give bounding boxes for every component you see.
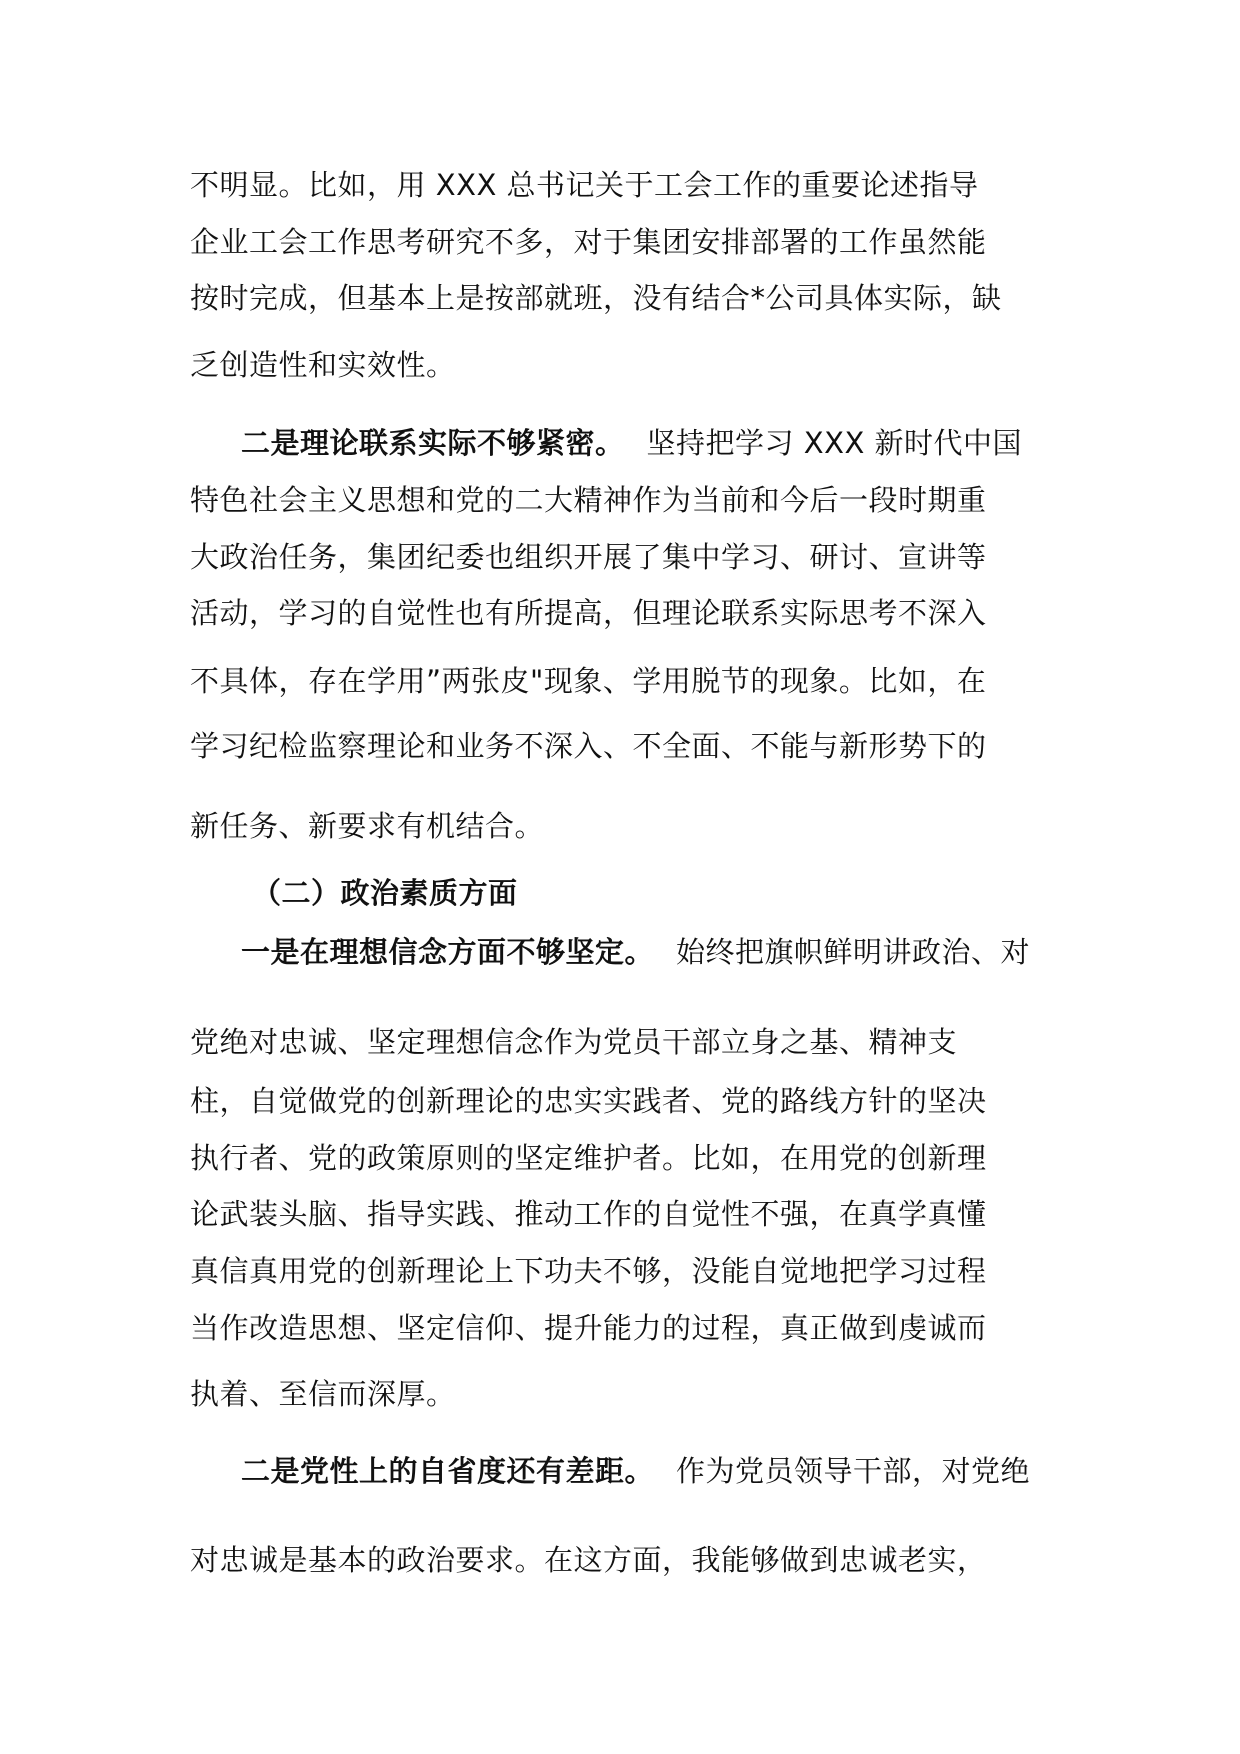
- paragraph-heading-line: [241, 423, 1022, 463]
- bold-lead: 二是党性上的自省度还有差距。: [241, 1454, 655, 1488]
- body-line: 新任务、新要求有机结合。: [190, 809, 545, 843]
- body-line: 企业工会工作思考研究不多，对于集团安排部署的工作虽然能: [190, 225, 987, 259]
- body-line: 柱，自觉做党的创新理论的忠实实践者、党的路线方针的坚决: [190, 1084, 987, 1118]
- bold-lead: 一是在理想信念方面不够坚定。: [241, 935, 655, 969]
- body-text: 始终把旗帜鲜明讲政治、对: [676, 935, 1031, 969]
- bold-lead: 二是理论联系实际不够紧密。: [241, 426, 625, 460]
- body-line: 不明显。比如，用 XXX 总书记关于工会工作的重要论述指导: [190, 168, 979, 202]
- body-text: 坚持把学习 XXX 新时代中国: [646, 426, 1023, 460]
- body-line: 乏创造性和实效性。: [190, 348, 456, 382]
- body-line: 大政治任务，集团纪委也组织开展了集中学习、研讨、宣讲等: [190, 540, 987, 574]
- body-line: 按时完成，但基本上是按部就班，没有结合*公司具体实际，缺: [190, 281, 1002, 315]
- body-line: 不具体，存在学用”两张皮"现象、学用脱节的现象。比如，在: [190, 664, 987, 698]
- body-line: 活动，学习的自觉性也有所提高，但理论联系实际思考不深入: [190, 596, 987, 630]
- body-text: 作为党员领导干部，对党绝: [676, 1454, 1031, 1488]
- body-line: 学习纪检监察理论和业务不深入、不全面、不能与新形势下的: [190, 729, 987, 763]
- section-heading: （二）政治素质方面: [252, 876, 518, 910]
- body-line: 特色社会主义思想和党的二大精神作为当前和今后一段时期重: [190, 483, 987, 517]
- body-line: 党绝对忠诚、坚定理想信念作为党员干部立身之基、精神支: [190, 1025, 958, 1059]
- paragraph-heading-line: [241, 1451, 1030, 1491]
- body-line: 对忠诚是基本的政治要求。在这方面，我能够做到忠诚老实，: [190, 1543, 987, 1577]
- body-line: 论武装头脑、指导实践、推动工作的自觉性不强，在真学真懂: [190, 1197, 987, 1231]
- body-line: 当作改造思想、坚定信仰、提升能力的过程，真正做到虔诚而: [190, 1311, 987, 1345]
- body-line: 真信真用党的创新理论上下功夫不够，没能自觉地把学习过程: [190, 1254, 987, 1288]
- body-line: 执行者、党的政策原则的坚定维护者。比如，在用党的创新理: [190, 1141, 987, 1175]
- body-line: 执着、至信而深厚。: [190, 1377, 456, 1411]
- paragraph-heading-line: [241, 932, 1030, 972]
